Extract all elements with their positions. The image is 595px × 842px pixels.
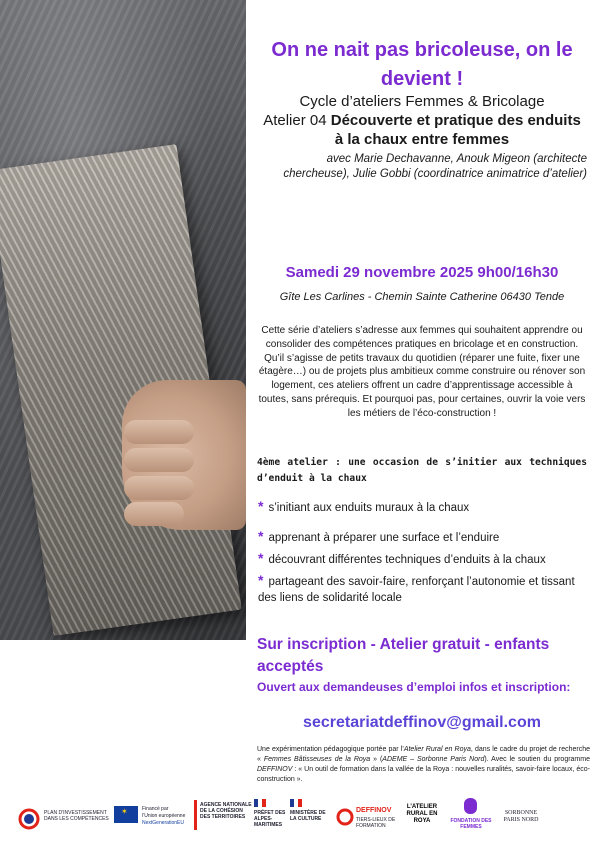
atelier-label: Atelier 04 Découverte et pratique des enduits à la chaux entre femmes [263,112,581,148]
eu-flag-icon: ✶ [114,806,138,823]
marianne-flag-icon [254,799,266,807]
deffinov-circle-icon [336,808,354,826]
workshop-heading: 4ème atelier : une occasion de s’initier aux techniques d’enduit à la chaux [257,457,587,484]
event-location: Gîte Les Carlines - Chemin Sainte Catherine 06430 Tende [279,291,565,303]
subtitle [257,92,587,149]
logo-fondation: FONDATION DES FEMMES [448,796,494,840]
finger [124,502,184,526]
logo-atelier-rural: L’ATELIER RURAL EN ROYA [406,804,438,824]
list-item: * partageant des savoir-faire, renforçant l’autonomie et tissant des liens de solidarité locale [258,572,575,604]
logo-ministere: MINISTÈRE DE LA CULTURE [290,796,332,840]
list-item: * s’initiant aux enduits muraux à la chaux [258,498,470,514]
bullet-star-icon: * [258,498,264,514]
list-item: * apprenant à préparer une surface et l’enduire [258,528,500,544]
logo-prefet: PRÉFET DES ALPES-MARITIMES [254,796,294,840]
bullet-star-icon: * [258,572,264,588]
marianne-flag-icon [290,799,302,807]
anct-bar-icon [194,800,197,830]
inscription-notice: Sur inscription - Atelier gratuit - enfants acceptés [257,636,550,675]
logo-pic: PLAN D’INVESTISSEMENT DANS LES COMPÉTENCES [18,796,118,840]
finger [124,448,194,472]
hand [122,380,246,530]
event-date: Samedi 29 novembre 2025 9h00/16h30 [285,264,559,281]
logo-sorbonne: SORBONNE PARIS NORD [503,810,539,823]
logo-deffinov: DEFFINOV TIERS-LIEUX DE FORMATION [336,796,398,840]
list-item: * découvrant différentes techniques d’enduits à la chaux [258,550,546,566]
page-title: On ne nait pas bricoleuse, on le devient ! [271,39,573,90]
contact-email[interactable]: secretariatdeffinov@gmail.com [303,714,541,731]
trowel-photo [0,0,246,640]
finger [124,420,194,444]
cycle-label: Cycle d’ateliers Femmes & Bricolage [299,93,545,110]
fondation-icon [464,798,477,814]
bullet-star-icon: * [258,528,264,544]
logo-eu: ✶ Financé par l’Union européenne NextGenerationEU [114,796,186,840]
bullet-star-icon: * [258,550,264,566]
unemployed-info: Ouvert aux demandeuses d’emploi infos et inscription: [257,680,571,694]
footnote: Une expérimentation pédagogique portée par l’Atelier Rural en Roya, dans le cadre du projet de recherche « Femmes Bâtisseuses de la Roya » (ADEME – Sorbonne Paris Nord). Avec le soutien du programme DEFFINOV : « Un outil de formation dans la vallée de la Roya : nouvelles ruralités, savoir-faire locaux, éco-construction ». [257,746,591,783]
description: Cette série d’ateliers s’adresse aux femmes qui souhaitent apprendre ou consolider des compétences pratiques en bricolage et en construction. Qu’il s’agisse de petits travaux du quotidien (réparer une fuite, fixer une étagère…) ou de projets plus ambitieux comme construire ou rénover son logement, ces ateliers offrent un cadre d’apprentissage accessible à toutes, sans prérequis. Et pourquoi pas, pour certaines, ouvrir la voie vers les métiers de l’éco-construction ! [258,325,586,419]
speakers: avec Marie Dechavanne, Anouk Migeon (architecte chercheuse), Julie Gobbi (coordinatrice animatrice d’atelier) [283,153,587,180]
activity-list [258,498,588,606]
logo-anct: AGENCE NATIONALE DE LA COHÉSION DES TERRITOIRES [194,796,252,840]
pic-circle-icon [18,808,40,830]
finger [124,476,194,500]
partner-logos [10,796,590,840]
